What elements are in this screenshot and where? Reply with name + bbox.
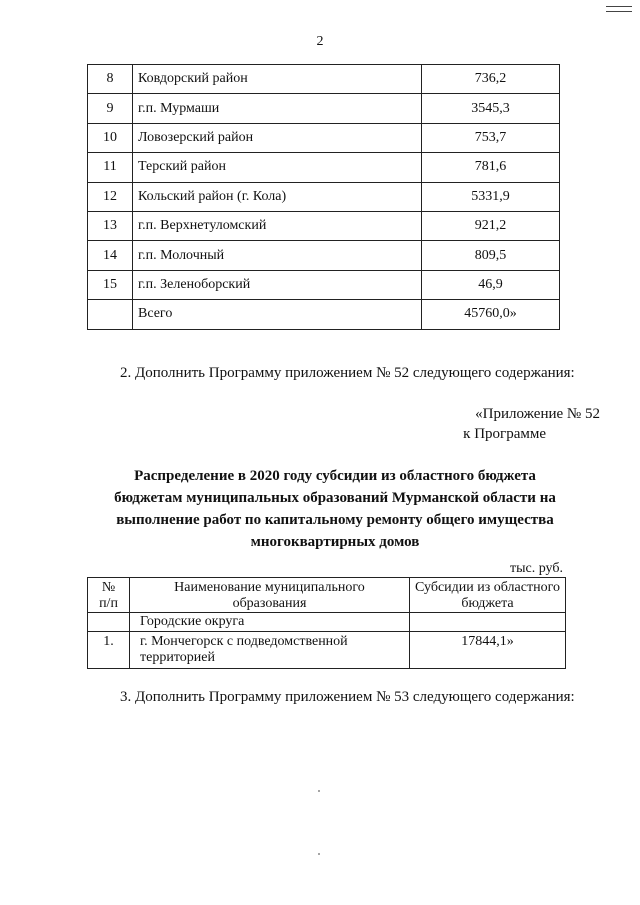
row-subsidy: 17844,1» bbox=[410, 632, 566, 669]
table-row bbox=[88, 241, 560, 270]
row-value: 736,2 bbox=[422, 65, 560, 94]
row-number: 12 bbox=[88, 182, 133, 211]
row-municipality: Всего bbox=[133, 300, 422, 329]
title-line: многоквартирных домов bbox=[250, 534, 420, 550]
row-municipality: Ковдорский район bbox=[133, 65, 422, 94]
row-municipality: г.п. Молочный bbox=[133, 241, 422, 270]
row-value: 45760,0» bbox=[422, 300, 560, 329]
group-row bbox=[88, 613, 566, 632]
row-number bbox=[88, 300, 133, 329]
edge-mark bbox=[606, 6, 632, 7]
row-municipality: г. Мончегорск с подведомственной территорией bbox=[130, 632, 410, 669]
row-value: 5331,9 bbox=[422, 182, 560, 211]
appendix-subheading: к Программе bbox=[463, 426, 546, 442]
header-number: № п/п bbox=[88, 578, 130, 613]
scan-speck bbox=[318, 790, 320, 792]
title-line: Распределение в 2020 году субсидии из областного бюджета bbox=[134, 468, 536, 484]
row-value: 921,2 bbox=[422, 211, 560, 240]
row-number: 15 bbox=[88, 270, 133, 299]
edge-mark bbox=[606, 11, 632, 12]
distribution-table bbox=[87, 577, 566, 669]
title-line: бюджетам муниципальных образований Мурманской области на bbox=[114, 490, 556, 506]
row-municipality: г.п. Мурмаши bbox=[133, 94, 422, 123]
row-value: 753,7 bbox=[422, 123, 560, 152]
row-number: 14 bbox=[88, 241, 133, 270]
municipal-subsidy-table bbox=[87, 64, 560, 330]
unit-label: тыс. руб. bbox=[510, 561, 563, 576]
table-row bbox=[88, 94, 560, 123]
row-municipality: Ловозерский район bbox=[133, 123, 422, 152]
table-row bbox=[88, 65, 560, 94]
group-value-cell bbox=[410, 613, 566, 632]
row-value: 3545,3 bbox=[422, 94, 560, 123]
table-row bbox=[88, 211, 560, 240]
appendix-heading: «Приложение № 52 bbox=[475, 406, 600, 422]
scan-speck bbox=[318, 853, 320, 855]
paragraph-3: 3. Дополнить Программу приложением № 53 следующего содержания: bbox=[120, 689, 575, 705]
table-row bbox=[88, 153, 560, 182]
table-row bbox=[88, 632, 566, 669]
table-row bbox=[88, 270, 560, 299]
row-number: 11 bbox=[88, 153, 133, 182]
table-row bbox=[88, 300, 560, 329]
row-municipality: г.п. Верхнетуломский bbox=[133, 211, 422, 240]
table-row bbox=[88, 182, 560, 211]
row-number: 1. bbox=[88, 632, 130, 669]
group-label: Городские округа bbox=[130, 613, 410, 632]
row-municipality: Кольский район (г. Кола) bbox=[133, 182, 422, 211]
row-number: 8 bbox=[88, 65, 133, 94]
row-municipality: Терский район bbox=[133, 153, 422, 182]
row-number: 13 bbox=[88, 211, 133, 240]
page-number: 2 bbox=[316, 34, 324, 49]
row-municipality: г.п. Зеленоборский bbox=[133, 270, 422, 299]
header-subsidy: Субсидии из областного бюджета bbox=[410, 578, 566, 613]
distribution-title bbox=[100, 465, 570, 553]
table-row bbox=[88, 123, 560, 152]
row-value: 46,9 bbox=[422, 270, 560, 299]
row-number: 10 bbox=[88, 123, 133, 152]
row-value: 809,5 bbox=[422, 241, 560, 270]
table-header-row bbox=[88, 578, 566, 613]
paragraph-2: 2. Дополнить Программу приложением № 52 следующего содержания: bbox=[120, 365, 575, 381]
title-line: выполнение работ по капитальному ремонту общего имущества bbox=[116, 512, 554, 528]
row-number: 9 bbox=[88, 94, 133, 123]
group-number-cell bbox=[88, 613, 130, 632]
header-municipality: Наименование муниципального образования bbox=[130, 578, 410, 613]
row-value: 781,6 bbox=[422, 153, 560, 182]
